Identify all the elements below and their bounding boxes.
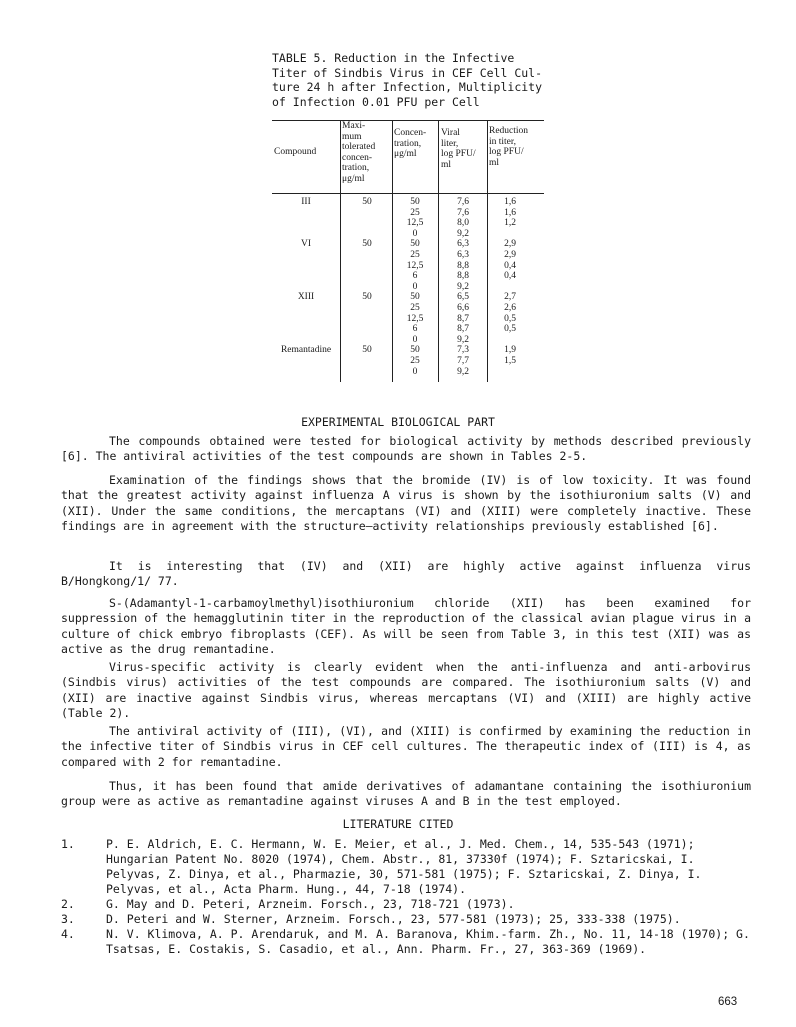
tolerated-concentration: 50 <box>362 197 372 207</box>
viral-titer-cell: 8,7 <box>457 324 469 335</box>
paragraph: The antiviral activity of (III), (VI), and (XIII) is confirmed by examining the reduction in the infective titer of Sindbis virus in CEF cell cultures. The therapeutic index of (III) is 4, as compared with 2 for remantadine. <box>61 724 751 769</box>
viral-titer-cell: 9,2 <box>457 334 469 345</box>
header-viral-titer: Viral liter, log PFU/ ml <box>441 128 476 170</box>
reduction-cell: 0,4 <box>504 271 516 282</box>
page-number: 663 <box>718 996 738 1008</box>
concentration-cell: 0 <box>412 334 418 345</box>
concentration-cell: 0 <box>412 281 418 292</box>
concentration-cell: 12,5 <box>406 260 424 271</box>
viral-titer-cell: 6,6 <box>457 303 469 313</box>
column-divider <box>392 120 393 382</box>
tolerated-concentration: 50 <box>362 345 372 356</box>
paragraph: Thus, it has been found that amide derivatives of adamantane containing the isothiuronium group were as active as remantadine against viruses A and B in the test employed. <box>61 779 751 809</box>
reduction-cell: 2,7 <box>504 292 516 303</box>
concentration-cell: 0 <box>412 228 418 239</box>
concentration-cell: 6 <box>412 324 418 335</box>
references-title: LITERATURE CITED <box>342 817 454 831</box>
reference-item <box>61 912 751 927</box>
viral-titer-cell: 6,3 <box>457 239 469 250</box>
viral-titer-cell: 9,2 <box>457 366 469 377</box>
reduction-cell: 0,4 <box>504 260 516 271</box>
reduction-cell: 1,6 <box>504 197 516 207</box>
reference-number: 2. <box>61 897 75 911</box>
reduction-cell: 2,9 <box>504 250 516 260</box>
reference-item <box>61 837 751 897</box>
compound-name: VI <box>300 239 312 250</box>
table-top-rule <box>272 120 544 121</box>
reference-item <box>61 897 751 912</box>
paragraph: The compounds obtained were tested for biological activity by methods described previously [6]. The antiviral activities of the test compounds are shown in Tables 2-5. <box>61 434 751 464</box>
reference-number: 3. <box>61 912 75 926</box>
compound-name: III <box>301 197 311 207</box>
reference-text: N. V. Klimova, A. P. Arendaruk, and M. A. Baranova, Khim.-farm. Zh., No. 11, 14-18 (1970); G. Tsatsas, E. Costakis, S. Casadio, et al., Ann. Pharm. Fr., 27, 363-369 (1969). <box>106 927 750 956</box>
compound-name: Remantadine <box>280 345 332 356</box>
viral-titer-cell: 8,0 <box>457 218 469 229</box>
tolerated-concentration: 50 <box>362 292 372 303</box>
viral-titer-cell: 7,3 <box>457 345 469 356</box>
concentration-cell: 12,5 <box>406 218 424 229</box>
concentration-cell: 0 <box>412 366 418 377</box>
reduction-cell: 2,9 <box>504 239 516 250</box>
reference-number: 1. <box>61 837 75 851</box>
viral-titer-cell: 9,2 <box>457 281 469 292</box>
column-divider <box>438 120 439 382</box>
reduction-cell: 0,5 <box>504 313 516 324</box>
reduction-cell: 1,9 <box>504 345 516 356</box>
viral-titer-cell: 8,8 <box>457 260 469 271</box>
header-reduction: Reduction in titer, log PFU/ ml <box>489 126 529 168</box>
references-list <box>61 837 751 957</box>
viral-titer-cell: 6,3 <box>457 250 469 260</box>
concentration-cell: 50 <box>410 197 420 207</box>
viral-titer-cell: 7,6 <box>457 197 469 207</box>
paragraph: Examination of the findings shows that the bromide (IV) is of low toxicity. It was found that the greatest activity against influenza A virus is shown by the isothiuronium salts (V) and (XII). Under the same conditions, the mercaptans (VI) and (XIII) were completely inactive. These findings are in agreement with the structure—activity relationships previously established [6]. <box>61 473 751 534</box>
reference-text: G. May and D. Peteri, Arzneim. Forsch., 23, 718-721 (1973). <box>106 897 515 911</box>
column-divider <box>487 120 488 382</box>
reduction-cell: 1,6 <box>504 207 516 218</box>
column-divider <box>340 120 341 382</box>
reference-number: 4. <box>61 927 75 941</box>
viral-titer-cell: 8,8 <box>457 271 469 282</box>
table-header-rule <box>272 193 544 194</box>
reduction-cell: 2,6 <box>504 303 516 313</box>
paragraph: S-(Adamantyl-1-carbamoylmethyl)isothiuronium chloride (XII) has been examined for suppression of the hemagglutinin titer in the reproduction of the classical avian plague virus in a culture of chick embryo fibroplasts (CEF). As will be seen from Table 3, in this test (XII) was as active as the drug remantadine. <box>61 596 751 657</box>
header-tolerated: Maxi- mum tolerated concen- tration, μg/ml <box>342 121 376 184</box>
viral-titer-cell: 9,2 <box>457 228 469 239</box>
concentration-cell: 25 <box>410 303 420 313</box>
concentration-cell: 25 <box>410 207 420 218</box>
table-caption: TABLE 5. Reduction in the Infective Titer of Sindbis Virus in CEF Cell Cul- ture 24 h after Infection, Multiplicity of Infection 0.01 PFU per Cell <box>272 51 543 109</box>
viral-titer-cell: 7,7 <box>457 356 469 366</box>
reference-text: D. Peteri and W. Sterner, Arzneim. Forsch., 23, 577-581 (1973); 25, 333-338 (1975). <box>106 912 681 926</box>
concentration-cell: 12,5 <box>406 313 424 324</box>
reduction-cell: 1,2 <box>504 218 516 229</box>
reference-text: P. E. Aldrich, E. C. Hermann, W. E. Meier, et al., J. Med. Chem., 14, 535-543 (1971); Hungarian Patent No. 8020 (1974), Chem. Abstr., 81, 37330f (1974); F. Sztaricskai, I. Pelyvas, Z. Dinya, et al., Pharmazie, 30, 571-581 (1975); F. Sztaricskai, Z. Dinya, I. Pelyvas, et al., Acta Pharm. Hung., 44, 7-18 (1974). <box>106 837 702 896</box>
concentration-cell: 6 <box>412 271 418 282</box>
reference-item <box>61 927 751 957</box>
concentration-cell: 50 <box>410 345 420 356</box>
compound-name: XIII <box>297 292 315 303</box>
section-title: EXPERIMENTAL BIOLOGICAL PART <box>301 415 495 429</box>
header-concentration: Concen- tration, μg/ml <box>394 128 427 160</box>
concentration-cell: 50 <box>410 292 420 303</box>
viral-titer-cell: 7,6 <box>457 207 469 218</box>
concentration-cell: 25 <box>410 356 420 366</box>
concentration-cell: 25 <box>410 250 420 260</box>
concentration-cell: 50 <box>410 239 420 250</box>
reduction-cell: 1,5 <box>504 356 516 366</box>
viral-titer-cell: 6,5 <box>457 292 469 303</box>
viral-titer-cell: 8,7 <box>457 313 469 324</box>
reduction-cell: 0,5 <box>504 324 516 335</box>
paragraph: It is interesting that (IV) and (XII) are highly active against influenza virus B/Hongkong/1/ 77. <box>61 559 751 589</box>
tolerated-concentration: 50 <box>362 239 372 250</box>
paragraph: Virus-specific activity is clearly evident when the anti-influenza and anti-arbovirus (Sindbis virus) activities of the test compounds are compared. The isothiuronium salts (V) and (XII) are inactive against Sindbis virus, whereas mercaptans (VI) and (XIII) are highly active (Table 2). <box>61 660 751 721</box>
header-compound: Compound <box>274 147 317 157</box>
